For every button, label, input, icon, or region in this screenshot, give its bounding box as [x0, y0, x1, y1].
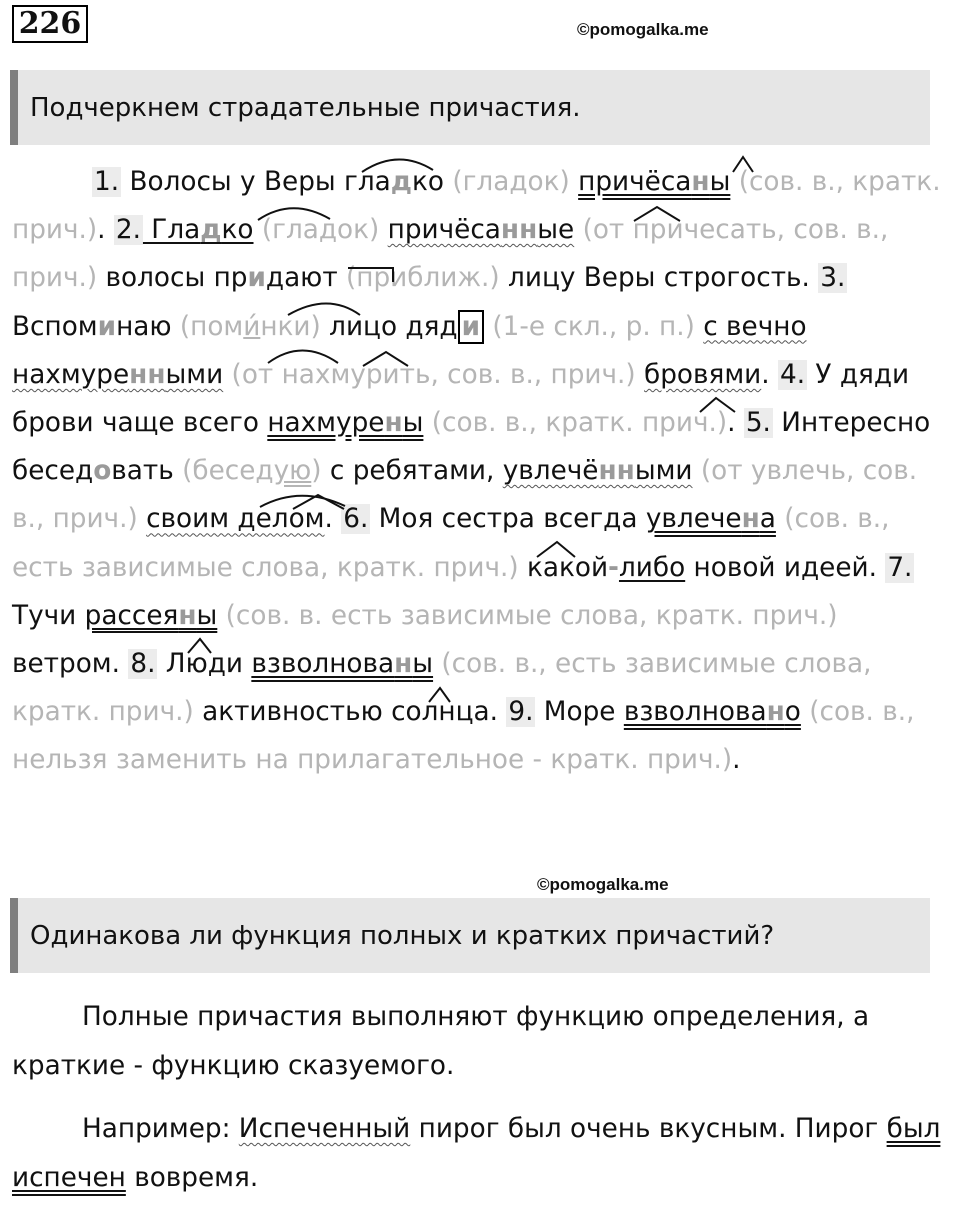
participle — [267, 408, 423, 438]
hint: (гладок) — [253, 215, 388, 246]
hint: (гладок) — [452, 167, 570, 197]
text: нки) — [260, 311, 330, 342]
highlight-letter: н — [766, 697, 785, 728]
text: наю — [116, 311, 172, 342]
section-heading-2 — [10, 898, 930, 973]
highlight-letter: н — [178, 600, 197, 631]
highlight-letter: и — [247, 263, 266, 294]
text: . — [761, 359, 770, 390]
text: Люди — [157, 649, 252, 680]
highlight-letter: д — [390, 167, 413, 197]
text: ыми — [634, 456, 693, 487]
text: Тучи — [12, 600, 85, 631]
sentence-number: 8. — [130, 649, 156, 680]
text: взволнова — [623, 697, 767, 728]
text: ые — [537, 215, 575, 246]
watermark-top: ©pomogalka.me — [577, 20, 709, 39]
hint — [174, 456, 330, 486]
answer-paragraph-1: Полные причастия выполняют функцию определения, а краткие - функцию сказуемого. — [12, 1002, 870, 1081]
note: (сов. в. есть зависимые слова, кратк. прич.) — [217, 600, 838, 631]
text: Вспом — [12, 311, 98, 342]
participle — [578, 167, 730, 197]
text: какой — [526, 552, 609, 583]
sentence-number: 2. — [115, 215, 141, 246]
heading-1-text: Подчеркнем страдательные причастия. — [30, 92, 581, 123]
highlight-letter: н — [384, 408, 403, 439]
highlight-letter: н — [741, 504, 760, 535]
watermark-middle: ©pomogalka.me — [537, 875, 669, 894]
highlight-letter: н — [691, 167, 710, 197]
section-heading-1 — [10, 70, 930, 145]
participle-full — [503, 456, 693, 486]
note: (сов. в., есть зависимые слова, кратк. прич.) — [12, 649, 872, 728]
text: о — [784, 697, 801, 728]
participle — [85, 601, 218, 631]
text: ы — [412, 649, 434, 680]
note: (от увлечь, сов. в., прич.) — [12, 456, 918, 535]
text: активностью солнца. — [202, 697, 498, 728]
hint — [172, 312, 330, 342]
noun: своим делом — [146, 504, 325, 535]
highlight-letter: нн — [129, 359, 166, 390]
highlight-letter: - — [608, 552, 619, 583]
text: новой идеей. — [685, 552, 877, 583]
text: и́ — [243, 311, 261, 342]
note: (сов. в., есть зависимые слова, кратк. прич.) — [12, 504, 890, 583]
answer-text — [12, 993, 947, 1203]
text: (бесед — [173, 456, 274, 487]
text: (пом — [171, 311, 244, 342]
sentence-number: 1. — [94, 167, 120, 197]
text: причёса — [387, 215, 501, 246]
text: взволнова — [251, 649, 395, 680]
text: Гла — [142, 215, 201, 246]
text: ы — [196, 600, 218, 631]
text: ветром. — [12, 649, 120, 680]
adverb — [143, 215, 254, 245]
highlight-letter: и — [97, 311, 117, 342]
text: с ребятами, — [329, 456, 503, 487]
text: рассея — [84, 600, 179, 631]
exercise-text: 1. Волосы у Веры гладко (гладок) причёсаны (сов. в., кратк. прич.). 2. Гладко (гладок) причёсанные (от причесать, сов. в., прич.) волосы придают (приближ.) лицу Веры строгость. 3. Вспоминаю (поми́нки) лицо дяд и (1-е скл., р. п.) с вечно нахмуренными (от нахмурить, сов. в., прич.) бровями. 4. У дяди брови чаще всего нахмурены (сов. в., кратк. прич.). 5. Интересно беседовать (беседую) с ребятами, увлечёнными (от увлечь, сов. в., прич.) своим делом. 6. Моя сестра всегда увлечена (сов. в., есть зависимые слова, кратк. прич.) какой-либо новой идеей. 7. Тучи рассеяны (сов. в. есть зависимые слова, кратк. прич.) ветром. 8. Люди взволнованы (сов. в., есть зависимые слова, кратк. прич.) активностью солнца. 9. Море взволновано (сов. в., нельзя заменить на прилагательное - кратк. прич.). — [12, 167, 941, 776]
text: ко — [412, 167, 453, 197]
note: (сов. в., кратк. прич.) — [12, 167, 941, 246]
text: пирог был очень вкусным. Пирог — [410, 1114, 887, 1144]
text: причёса — [578, 167, 692, 197]
note: (от причесать, сов. в., прич.) — [12, 215, 889, 294]
text: увлече — [645, 504, 742, 535]
sentence-number: 7. — [887, 552, 913, 583]
text: Волосы у Веры гла — [121, 167, 391, 197]
noun: бровями — [644, 359, 762, 390]
participle-full — [388, 215, 575, 245]
sentence-number: 9. — [508, 697, 534, 728]
text: увлечё — [502, 456, 599, 487]
participle — [624, 697, 801, 727]
note: (сов. в., нельзя заменить на прилагательное - кратк. прич.) — [12, 697, 915, 776]
sentence-number: 6. — [343, 504, 369, 535]
sentence-number: 5. — [745, 408, 771, 439]
hint: (приближ.) — [337, 263, 509, 294]
task-number: 226 — [12, 5, 88, 43]
text: ыми — [165, 359, 224, 390]
heading-2-text: Одинакова ли функция полных и кратких причастий? — [30, 920, 775, 951]
text: дают — [265, 263, 338, 294]
text: вовремя. — [125, 1163, 259, 1193]
note: (сов. в., кратк. прич.) — [423, 408, 728, 439]
text: Например: — [82, 1114, 239, 1144]
answer-paragraph-2 — [12, 1105, 947, 1203]
text: вать — [111, 456, 174, 487]
participle — [646, 504, 776, 534]
participle — [251, 649, 433, 679]
highlight-letter: нн — [598, 456, 635, 487]
sentence-number: 4. — [779, 359, 806, 390]
text: либо — [618, 552, 686, 583]
text: ко — [221, 215, 254, 246]
highlight-letter: н — [394, 649, 413, 680]
text: ы — [709, 167, 731, 197]
text: У дяди брови чаще всего — [12, 359, 910, 439]
text: ую — [273, 456, 312, 487]
note: (от нахмурить, сов. в., прич.) — [223, 359, 645, 390]
text: а — [759, 504, 776, 535]
highlight-letter: о — [93, 456, 112, 487]
example-predicate: был испечен — [12, 1114, 941, 1193]
text: . — [727, 408, 736, 439]
text: Интересно бесед — [12, 408, 931, 487]
text: . — [324, 504, 333, 535]
text: нахмуре — [267, 408, 385, 439]
sentence-number: 3. — [820, 263, 846, 294]
boxed-letter: и — [458, 310, 484, 344]
text: волосы пр — [97, 263, 248, 294]
text: . — [732, 745, 741, 776]
note: (1-е скл., р. п.) — [484, 311, 704, 342]
highlight-letter: д — [200, 215, 222, 246]
text: лицо дяд — [329, 311, 458, 342]
text: ) — [311, 456, 330, 487]
text: Море — [535, 697, 624, 728]
text: лицу Веры строгость. — [508, 263, 810, 294]
text: с вечно нахмуре — [12, 311, 807, 390]
text: ы — [402, 408, 424, 439]
example-full-participle: Испеченный — [238, 1114, 411, 1144]
text: Моя сестра всегда — [370, 504, 646, 535]
highlight-letter: нн — [500, 215, 538, 246]
